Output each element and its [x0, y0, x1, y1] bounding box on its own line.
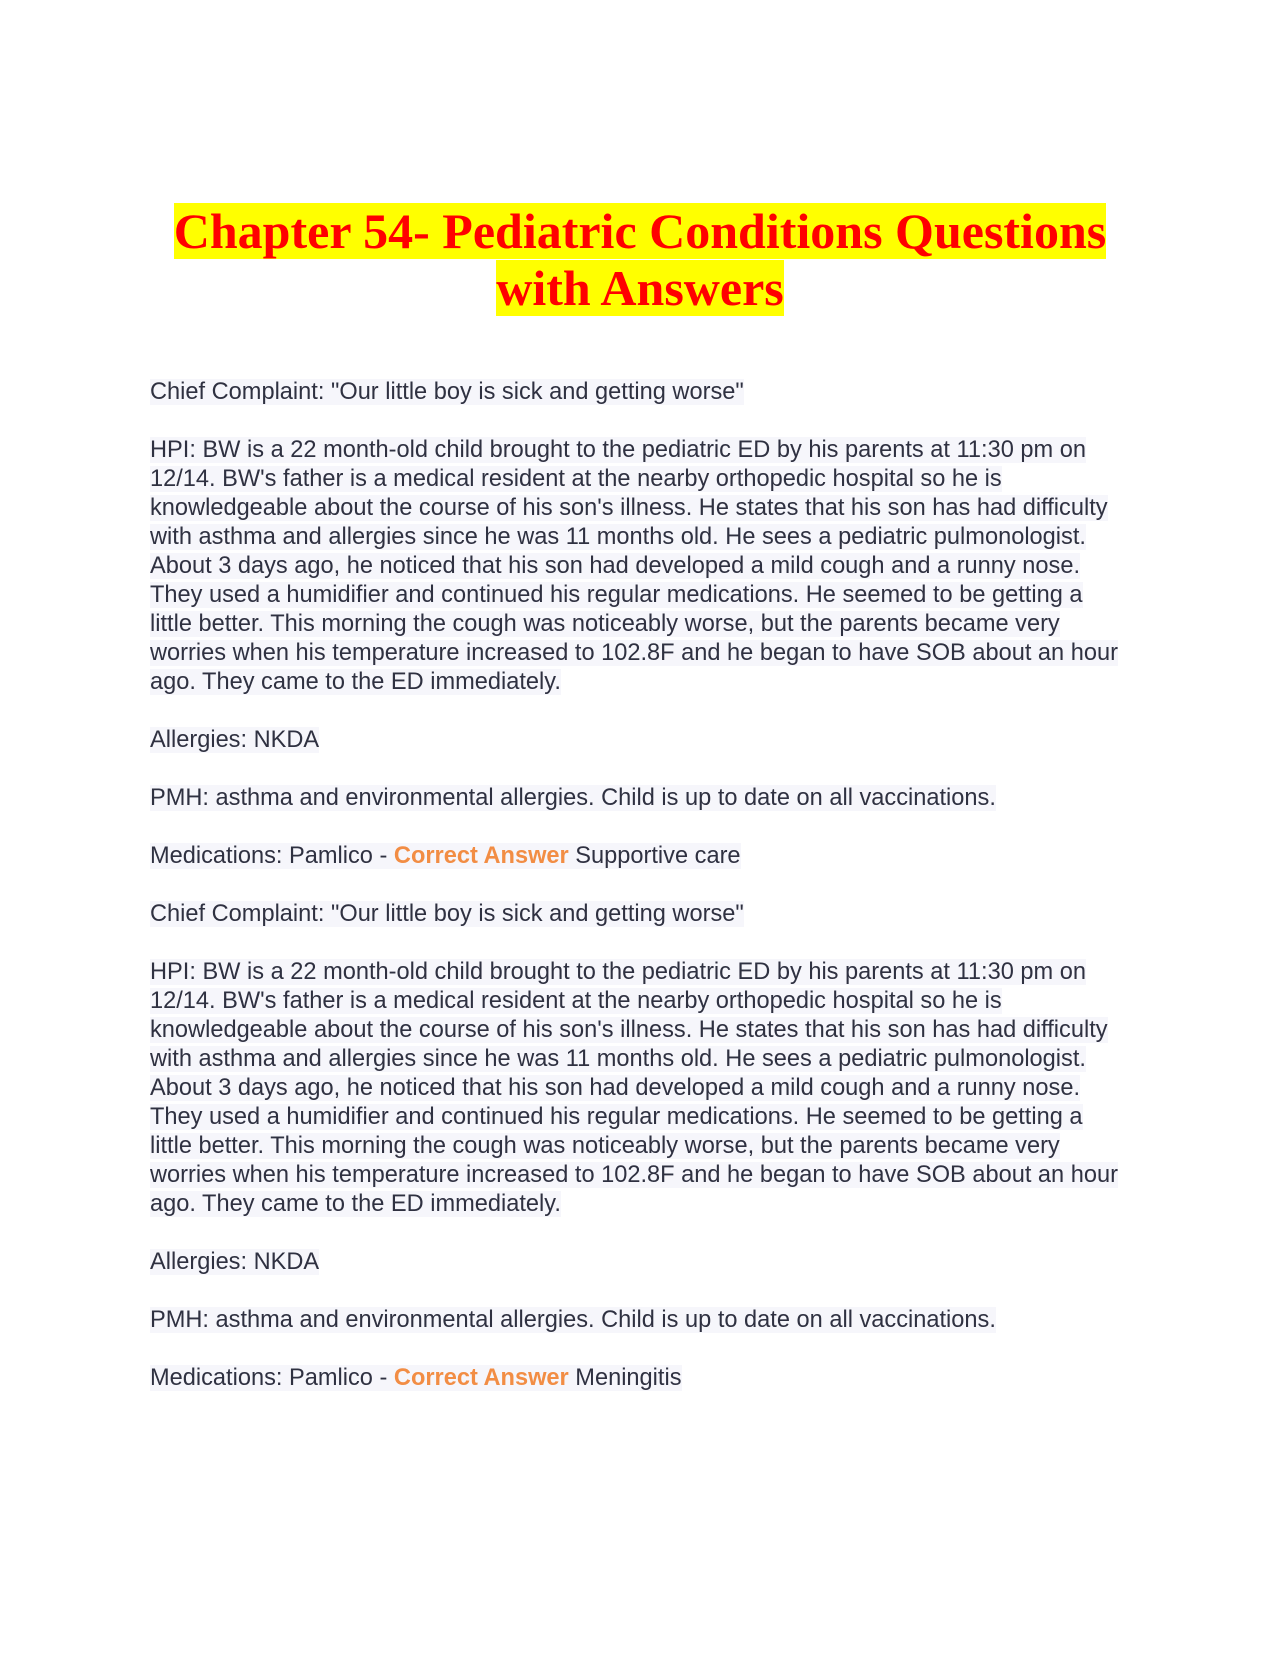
hpi-paragraph: HPI: BW is a 22 month-old child brought to the pediatric ED by his parents at 11:30 pm on 12/14. BW's father is a medical resident at the nearby orthopedic hospital so he is knowledgeable about the course of his son's illness. He states that his son has had difficulty with asthma and allergies since he was 11 months old. He sees a pediatric pulmonologist. About 3 days ago, he noticed that his son had developed a mild cough and a runny nose. They used a humidifier and continued his regular medications. He seemed to be getting a little better. This morning the cough was noticeably worse, but the parents became very worries when his temperature increased to 102.8F and he began to have SOB about an hour ago. They came to the ED immediately.: [150, 959, 1118, 1217]
correct-answer-label: Correct Answer: [393, 1365, 569, 1391]
medications-line: [150, 1364, 1130, 1393]
chief-complaint: Chief Complaint: "Our little boy is sick and getting worse": [150, 379, 744, 405]
qa-block-1: [150, 378, 1130, 871]
title-line-2: with Answers: [496, 260, 784, 316]
pmh-line: PMH: asthma and environmental allergies. Child is up to date on all vaccinations.: [150, 785, 996, 811]
hpi-paragraph: HPI: BW is a 22 month-old child brought to the pediatric ED by his parents at 11:30 pm on 12/14. BW's father is a medical resident at the nearby orthopedic hospital so he is knowledgeable about the course of his son's illness. He states that his son has had difficulty with asthma and allergies since he was 11 months old. He sees a pediatric pulmonologist. About 3 days ago, he noticed that his son had developed a mild cough and a runny nose. They used a humidifier and continued his regular medications. He seemed to be getting a little better. This morning the cough was noticeably worse, but the parents became very worries when his temperature increased to 102.8F and he began to have SOB about an hour ago. They came to the ED immediately.: [150, 437, 1118, 695]
allergies-line: Allergies: NKDA: [150, 1249, 320, 1275]
chief-complaint: Chief Complaint: "Our little boy is sick and getting worse": [150, 901, 744, 927]
medications-line: [150, 842, 1130, 871]
answer-text: Supportive care: [575, 843, 741, 869]
medications-text: Medications: Pamlico -: [150, 843, 388, 869]
title-line-1: Chapter 54- Pediatric Conditions Questions: [173, 203, 1107, 259]
qa-block-2: [150, 900, 1130, 1393]
answer-text: Meningitis: [575, 1365, 682, 1391]
document-title: [150, 203, 1130, 317]
allergies-line: Allergies: NKDA: [150, 727, 320, 753]
document-body: [150, 378, 1130, 1422]
medications-text: Medications: Pamlico -: [150, 1365, 388, 1391]
pmh-line: PMH: asthma and environmental allergies. Child is up to date on all vaccinations.: [150, 1307, 996, 1333]
correct-answer-label: Correct Answer: [393, 843, 569, 869]
